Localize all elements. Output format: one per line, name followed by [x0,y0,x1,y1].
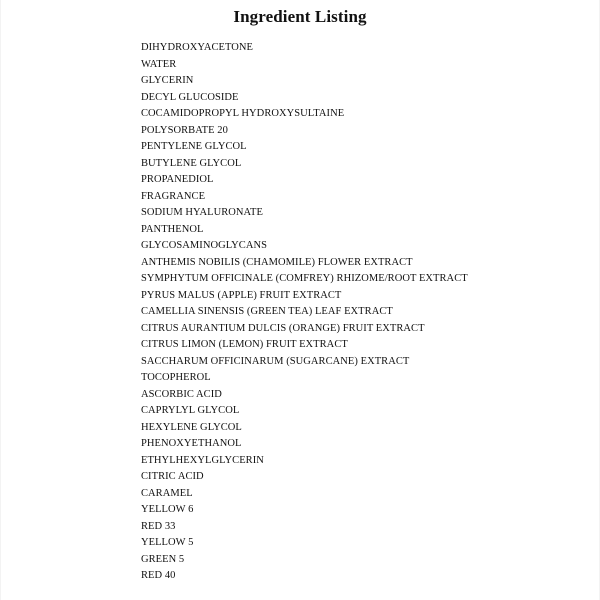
ingredient-item: SODIUM HYALURONATE [141,207,263,218]
ingredient-item: DECYL GLUCOSIDE [141,91,239,103]
ingredient-item: CAMELLIA SINENSIS (GREEN TEA) LEAF EXTRACT [141,306,393,317]
ingredient-item: TOCOPHEROL [141,372,211,383]
ingredient-item: YELLOW 5 [141,537,194,548]
ingredient-item: ETHYLHEXYLGLYCERIN [141,454,264,466]
ingredient-item: PANTHENOL [141,223,204,235]
ingredient-item: BUTYLENE GLYCOL [141,157,242,169]
ingredient-item: HEXYLENE GLYCOL [141,421,242,433]
ingredient-item: SYMPHYTUM OFFICINALE (COMFREY) RHIZOME/ROOT EXTRACT [141,273,468,284]
ingredient-item: COCAMIDOPROPYL HYDROXYSULTAINE [141,108,345,119]
ingredient-item: CITRUS AURANTIUM DULCIS (ORANGE) FRUIT EXTRACT [141,322,425,334]
ingredient-item: PENTYLENE GLYCOL [141,141,247,152]
ingredient-item: FRAGRANCE [141,190,206,202]
ingredient-item: CARAMEL [141,487,193,499]
ingredient-item: CITRUS LIMON (LEMON) FRUIT EXTRACT [141,339,348,350]
ingredient-item: YELLOW 6 [141,504,194,515]
ingredient-item: PROPANEDIOL [141,174,214,185]
ingredient-item: GREEN 5 [141,553,185,565]
ingredient-item: RED 40 [141,570,176,581]
ingredient-item: WATER [141,58,177,70]
page-edge-left [0,0,1,600]
page-title: Ingredient Listing [233,7,367,26]
ingredient-item: PHENOXYETHANOL [141,438,242,449]
ingredient-item: SACCHARUM OFFICINARUM (SUGARCANE) EXTRACT [141,355,410,367]
ingredient-item: POLYSORBATE 20 [141,124,228,136]
ingredient-item: CITRIC ACID [141,471,204,482]
ingredient-item: GLYCOSAMINOGLYCANS [141,240,267,251]
ingredient-item: PYRUS MALUS (APPLE) FRUIT EXTRACT [141,289,342,301]
ingredient-list [141,40,468,585]
ingredient-item: GLYCERIN [141,75,194,86]
ingredient-item: ASCORBIC ACID [141,388,222,400]
ingredient-item: ANTHEMIS NOBILIS (CHAMOMILE) FLOWER EXTRACT [141,256,413,268]
ingredient-item: RED 33 [141,520,176,532]
ingredient-item: DIHYDROXYACETONE [141,42,254,53]
ingredient-item: CAPRYLYL GLYCOL [141,405,240,416]
